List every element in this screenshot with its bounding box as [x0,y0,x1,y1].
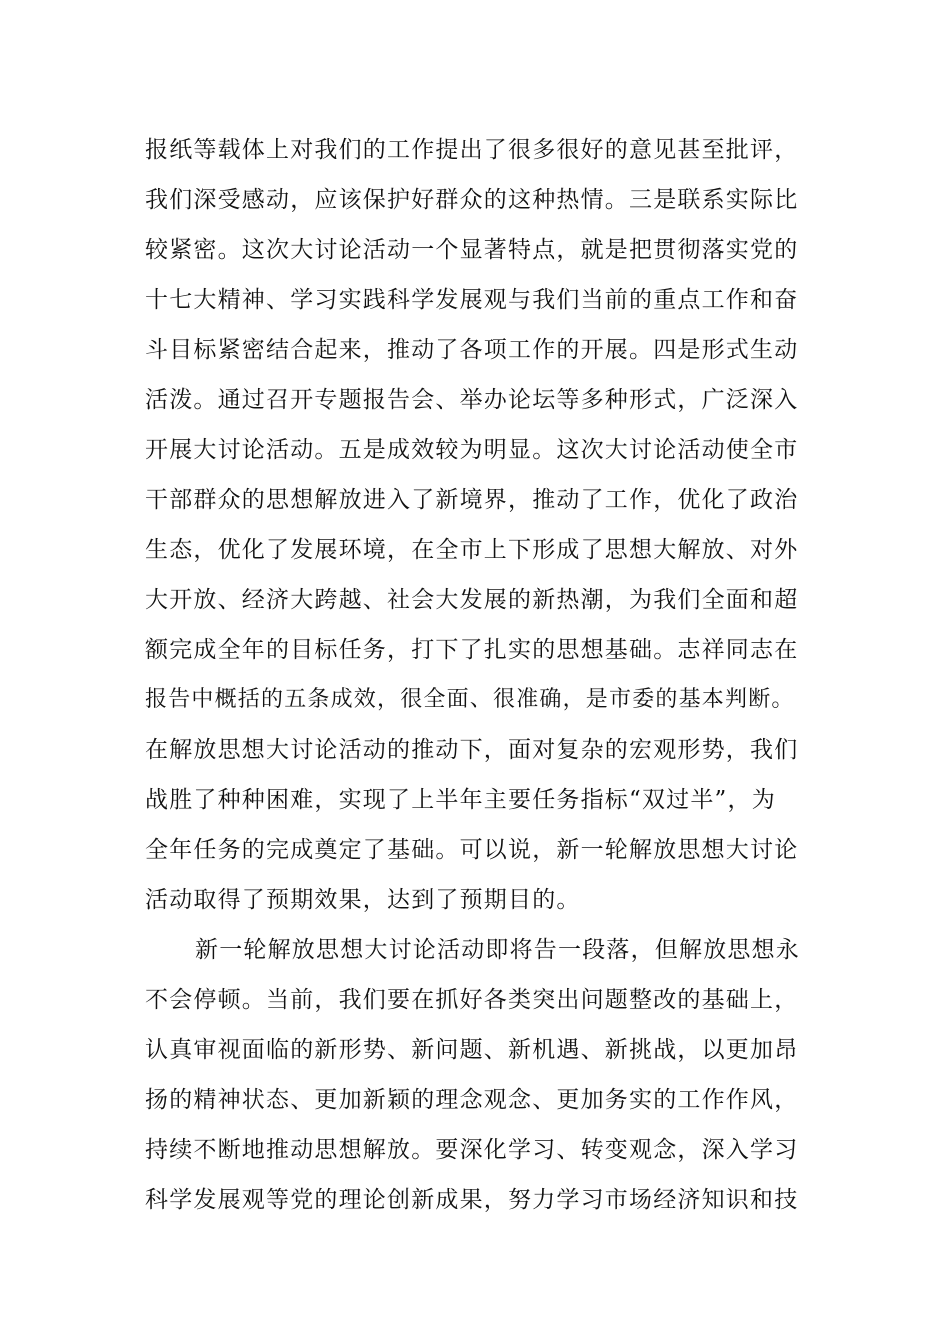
text-line: 活泼。通过召开专题报告会、举办论坛等多种形式，广泛深入 [145,387,799,413]
text-line: 大开放、经济大跨越、社会大发展的新热潮，为我们全面和超 [145,587,799,613]
text-line: 干部群众的思想解放进入了新境界，推动了工作，优化了政治 [145,487,799,513]
text-line: 额完成全年的目标任务，打下了扎实的思想基础。志祥同志在 [145,637,799,663]
text-line: 十七大精神、学习实践科学发展观与我们当前的重点工作和奋 [145,287,799,313]
text-line: 科学发展观等党的理论创新成果，努力学习市场经济知识和技 [145,1187,799,1213]
text-line: 扬的精神状态、更加新颖的理念观念、更加务实的工作作风， [145,1087,799,1113]
text-line: 我们深受感动，应该保护好群众的这种热情。三是联系实际比 [145,187,799,213]
text-line: 生态，优化了发展环境，在全市上下形成了思想大解放、对外 [145,537,799,563]
text-line: 在解放思想大讨论活动的推动下，面对复杂的宏观形势，我们 [145,737,799,763]
text-line: 持续不断地推动思想解放。要深化学习、转变观念，深入学习 [145,1137,799,1163]
text-line: 活动取得了预期效果，达到了预期目的。 [145,887,581,913]
text-line: 战胜了种种困难，实现了上半年主要任务指标“双过半”，为 [145,787,776,813]
text-line: 报纸等载体上对我们的工作提出了很多很好的意见甚至批评， [145,137,799,163]
text-line: 报告中概括的五条成效，很全面、很准确，是市委的基本判断。 [145,687,795,712]
text-line: 认真审视面临的新形势、新问题、新机遇、新挑战，以更加昂 [145,1037,799,1063]
text-line: 较紧密。这次大讨论活动一个显著特点，就是把贯彻落实党的 [145,237,799,263]
text-line: 开展大讨论活动。五是成效较为明显。这次大讨论活动使全市 [145,437,799,463]
paragraph-first-line: 新一轮解放思想大讨论活动即将告一段落，但解放思想永 [195,937,800,963]
text-line: 全年任务的完成奠定了基础。可以说，新一轮解放思想大讨论 [145,837,799,863]
text-line: 不会停顿。当前，我们要在抓好各类突出问题整改的基础上， [145,987,799,1013]
text-line: 斗目标紧密结合起来，推动了各项工作的开展。四是形式生动 [145,337,799,363]
